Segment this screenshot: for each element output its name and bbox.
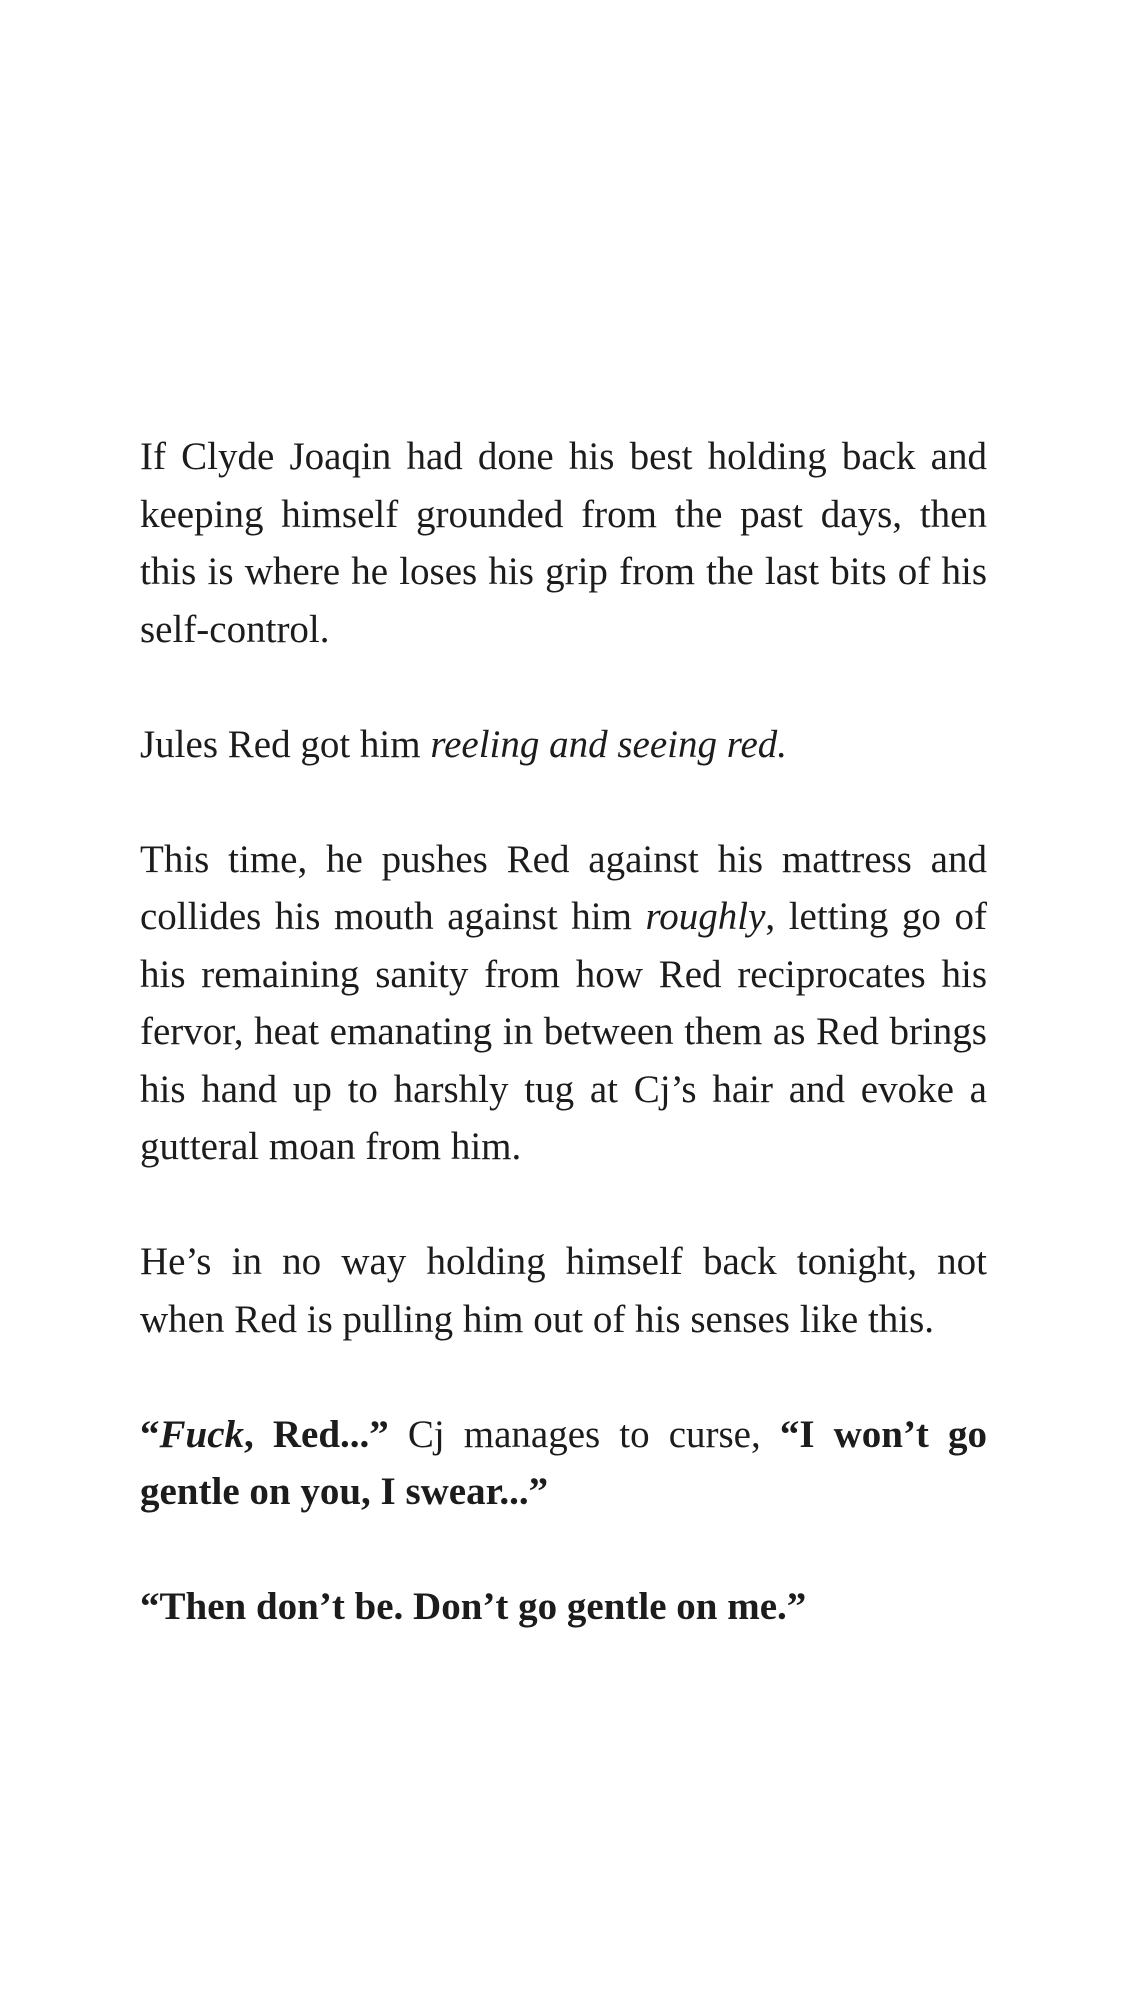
reeling-italic-text: reeling and seeing red. [430, 722, 788, 766]
dialogue-promise-line: “I won’t go gentle on you, I swear...” [140, 1412, 987, 1513]
dialogue-open-quote: “ [140, 1412, 160, 1456]
paragraph-dialogue-cj [140, 1406, 987, 1521]
story-text-page [140, 428, 987, 1693]
reeling-lead-text: Jules Red got him [140, 722, 431, 766]
dialogue-red-line: , Red...” [244, 1412, 389, 1456]
paragraph-holding-back-text: He’s in no way holding himself back tonight, not when Red is pulling him out of his senses like this. [140, 1240, 987, 1341]
mattress-lead-text: This time, he pushes Red against his mattress and collides his mouth against him [140, 837, 987, 938]
paragraph-reeling [140, 716, 987, 774]
paragraph-self-control-text: If Clyde Joaqin had done his best holding back and keeping himself grounded from the past days, then this is where he loses his grip from the last bits of his self-control. [140, 435, 987, 651]
dialogue-curse-word: Fuck [159, 1412, 245, 1456]
roughly-italic-text: roughly [645, 895, 766, 938]
paragraph-dialogue-red [140, 1578, 987, 1636]
dialogue-narration: Cj manages to curse, [388, 1412, 780, 1456]
paragraph-holding-back [140, 1233, 987, 1348]
paragraph-mattress [140, 831, 987, 1176]
paragraph-self-control [140, 428, 987, 658]
dialogue-red-reply: “Then don’t be. Don’t go gentle on me.” [140, 1585, 807, 1628]
mattress-tail-text: , letting go of his remaining sanity from how Red reciprocates his fervor, heat emanating in between them as Red brings his hand up to harshly tug at Cj’s hair and evoke a gutteral moan from him. [140, 895, 987, 1168]
